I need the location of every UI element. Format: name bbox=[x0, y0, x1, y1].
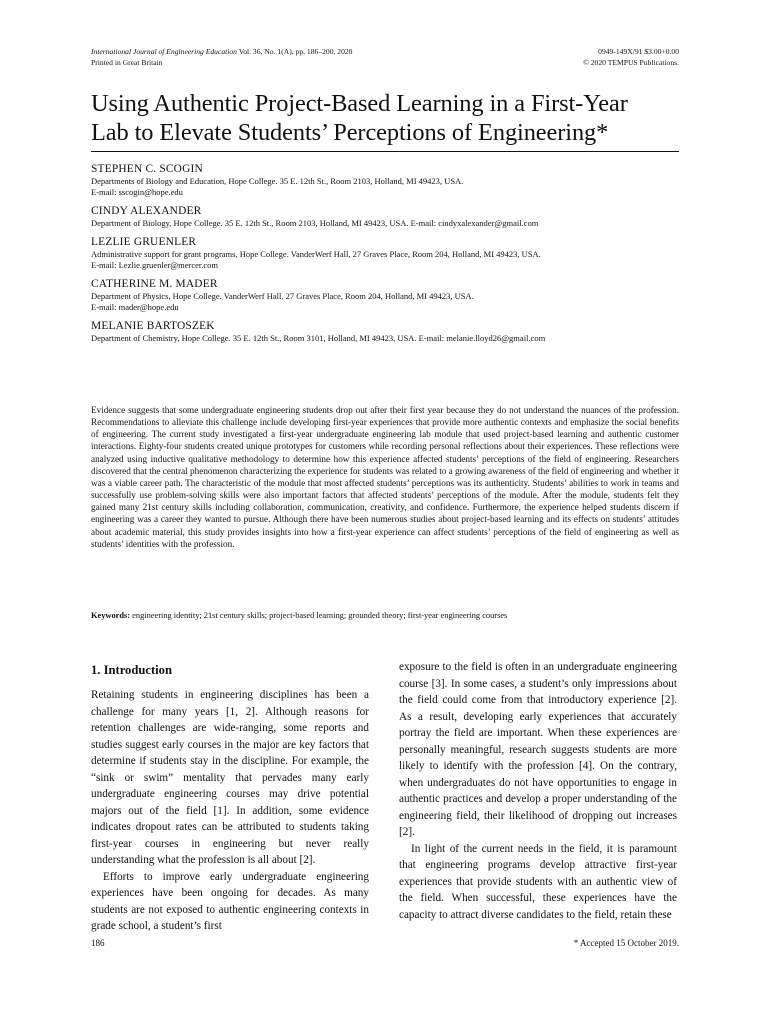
volume-info: Vol. 36, No. 1(A), pp. 186–200, 2020 bbox=[236, 47, 353, 56]
printed-location: Printed in Great Britain bbox=[91, 57, 163, 67]
author-email: E-mail: Lezlie.gruenler@mercer.com bbox=[91, 260, 219, 270]
copyright: © 2020 TEMPUS Publications. bbox=[583, 57, 679, 67]
author-name: STEPHEN C. SCOGIN bbox=[91, 163, 203, 175]
author-affiliation: Department of Biology, Hope College. 35 E. 12th St., Room 2103, Holland, MI 49423, USA. E-mail: cindyxalexander@gmail.com bbox=[91, 218, 539, 228]
title-line-2: Lab to Elevate Students’ Perceptions of Engineering* bbox=[91, 119, 609, 146]
paper-page bbox=[91, 0, 679, 1024]
author-block bbox=[91, 162, 691, 198]
author-affiliation: Department of Physics, Hope College. VanderWerf Hall, 27 Graves Place, Room 204, Holland, MI 49423, USA. bbox=[91, 291, 474, 301]
author-name: CATHERINE M. MADER bbox=[91, 278, 218, 290]
body-column-right bbox=[399, 659, 677, 923]
title-line-1: Using Authentic Project-Based Learning in a First-Year bbox=[91, 90, 628, 117]
body-paragraph: exposure to the field is often in an undergraduate engineering course [3]. In some cases, a student’s only impressions about the field could come from that introductory experience [2]. As a result, developing early experiences that accurately portray the field are important. When these experiences are personally meaningful, research suggests students are more likely to identify with the profession [4]. On the contrary, when undergraduates do not have opportunities to engage in authentic practices and develop a proper understanding of the engineering field, their likelihood of dropping out increases [2]. bbox=[399, 661, 677, 838]
running-header-right bbox=[583, 47, 679, 68]
abstract: Evidence suggests that some undergraduate engineering students drop out after their first year because they do not understand the nuances of the profession. Recommendations to alleviate this challenge include developing first-year experiences that provide more authentic contexts and emphasize the social benefits of engineering. The current study investigated a first-year undergraduate engineering lab module that used project-based learning and authentic customer interactions. Eighty-four students created unique prototypes for customers while recording personal reflections about their experiences. These reflections were analyzed using inductive qualitative methodology to determine how this experience affected students’ perceptions of the field of engineering. Researchers discovered that the central phenomenon characterizing the experience for students was related to a growing awareness of the field of engineering and whether it was a viable career path. The characteristic of the module that most affected students’ perceptions was its authenticity. Students’ abilities to work in teams and successfully use problem-solving skills were also important factors that affected students’ perceptions of the module. After the module, students felt they gained many 21st century skills including collaboration, communication, creativity, and confidence. Furthermore, the experience helped students discern if engineering was a career they wanted to pursue. Although there have been numerous studies about project-based learning and its effects on students’ attitudes about academic material, this study provides insights into how a first-year experience can affect students’ perceptions of the field of engineering as well as students’ identities with the profession. bbox=[91, 405, 679, 549]
body-paragraph: Retaining students in engineering disciplines has been a challenge for many years [1, 2]. Although reasons for retention challenges are wide-ranging, some reports and studies suggest early courses in the major are key factors that determine if students stay in the discipline. For example, the “sink or swim” mentality that pervades many early undergraduate engineering courses may drive potential majors out of the field [1]. In addition, some evidence indicates dropout rates can be attributed to students taking first-year courses in engineering but never really understanding what the profession is all about [2]. bbox=[91, 689, 369, 866]
keywords-label: Keywords: bbox=[91, 611, 131, 620]
author-name: LEZLIE GRUENLER bbox=[91, 236, 197, 248]
author-email: E-mail: mader@hope.edu bbox=[91, 302, 179, 312]
author-name: CINDY ALEXANDER bbox=[91, 205, 202, 217]
author-block bbox=[91, 319, 691, 344]
running-header-left bbox=[91, 47, 352, 68]
accepted-footnote: * Accepted 15 October 2019. bbox=[573, 938, 679, 948]
keywords bbox=[91, 610, 679, 621]
author-email: E-mail: sscogin@hope.edu bbox=[91, 187, 183, 197]
author-name: MELANIE BARTOSZEK bbox=[91, 320, 215, 332]
body-paragraph: Efforts to improve early undergraduate engineering experiences have been ongoing for decades. As many students are not exposed to authentic engineering contexts in grade school, a student’s first bbox=[91, 870, 369, 932]
paper-title bbox=[91, 89, 691, 147]
journal-name: International Journal of Engineering Education bbox=[91, 47, 237, 56]
author-block bbox=[91, 235, 691, 271]
title-rule bbox=[91, 151, 679, 152]
keywords-text: engineering identity; 21st century skills; project-based learning; grounded theory; first-year engineering courses bbox=[132, 611, 508, 620]
body-paragraph: In light of the current needs in the field, it is paramount that engineering programs develop attractive first-year experiences that provide students with an authentic view of the field. When successful, these experiences have the capacity to attract diverse candidates to the field, retain these bbox=[399, 842, 677, 921]
author-affiliation: Departments of Biology and Education, Hope College. 35 E. 12th St., Room 2103, Holland, MI 49423, USA. bbox=[91, 176, 464, 186]
body-column-left bbox=[91, 659, 369, 935]
author-block bbox=[91, 277, 691, 313]
section-heading: 1. Introduction bbox=[91, 663, 172, 677]
author-list bbox=[91, 162, 691, 350]
author-affiliation: Administrative support for grant programs, Hope College. VanderWerf Hall, 27 Graves Place, Room 204, Holland, MI 49423, USA. bbox=[91, 249, 541, 259]
author-block bbox=[91, 204, 691, 229]
issn: 0949-149X/91 $3.00+0.00 bbox=[598, 47, 679, 56]
author-affiliation: Department of Chemistry, Hope College. 35 E. 12th St., Room 3101, Holland, MI 49423, USA. E-mail: melanie.lloyd26@gmail.com bbox=[91, 333, 546, 343]
page-number: 186 bbox=[91, 938, 105, 948]
